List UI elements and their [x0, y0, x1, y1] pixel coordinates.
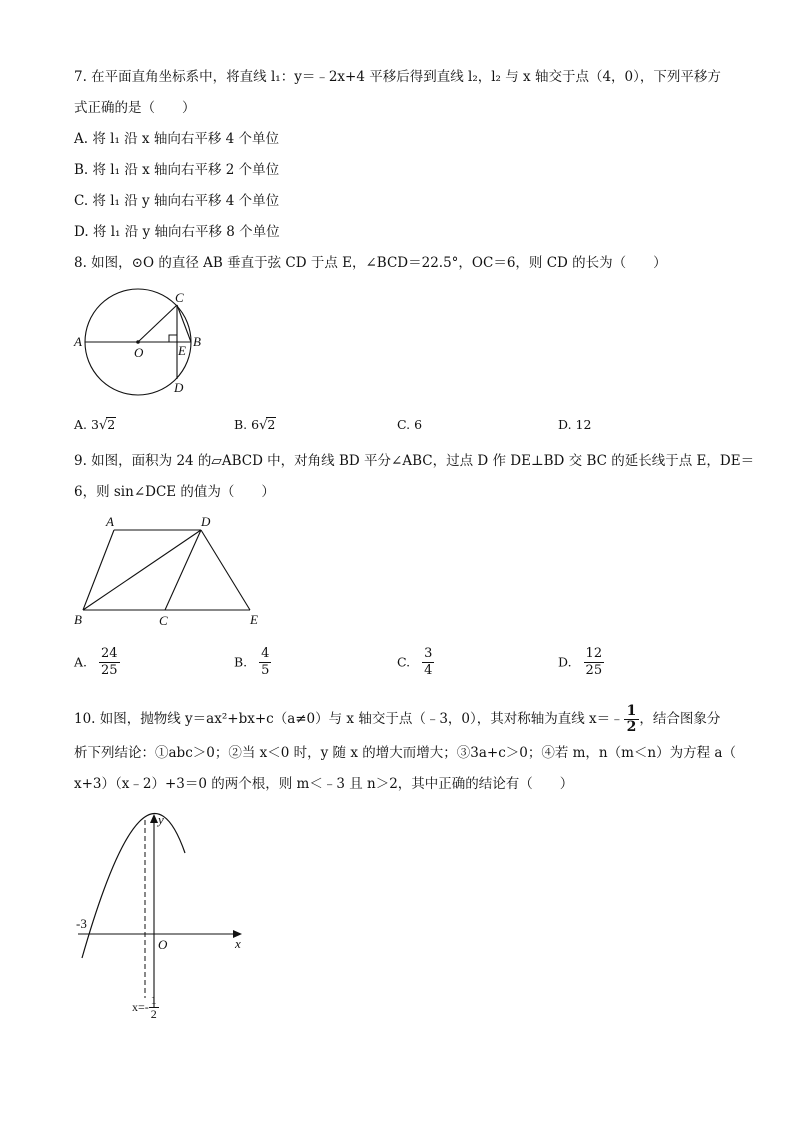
q8-right-angle-mark [169, 335, 177, 342]
q9-parallelogram-figure [70, 512, 270, 630]
q9-option-c: C. $\frac{3}{4}$ [397, 646, 433, 678]
q8-option-b: B. 6√2 [234, 417, 276, 433]
q10-symmetry-note: x=- $\frac{1}{2}$ [132, 993, 157, 1021]
q7-option-b: B. 将 l₁ 沿 x 轴向右平移 2 个单位 [74, 162, 280, 178]
q8-label-d: D [174, 380, 184, 395]
q10-stem-line2: 析下列结论：①abc＞0；②当 x＜0 时，y 随 x 的增大而增大；③3a+c＞0；④若 m，n（m＜n）为方程 a（ [74, 745, 736, 761]
q8-option-d: D. 12 [558, 417, 592, 432]
q8-label-a: A [74, 334, 82, 349]
q7-option-c: C. 将 l₁ 沿 y 轴向右平移 4 个单位 [74, 193, 280, 209]
q9-stem-line1: 9. 如图，面积为 24 的▱ABCD 中，对角线 BD 平分∠ABC，过点 D 作 DE⊥BD 交 BC 的延长线于点 E，DE＝ [74, 453, 755, 469]
q9-option-b: B. $\frac{4}{5}$ [234, 646, 270, 678]
q10-stem-line3: x+3）（x﹣2）+3＝0 的两个根，则 m＜﹣3 且 n＞2，其中正确的结论有（ ） [74, 776, 574, 792]
q9-option-a: A. $\frac{24}{25}$ [74, 646, 118, 678]
q10-stem-line1: 10. 如图，抛物线 y＝ax²+bx+c（a≠0）与 x 轴交于点（﹣3，0），其对称轴为直线 x＝﹣ $\frac{1}{2}$ ，结合图象分 [74, 703, 721, 735]
q9-label-c: C [159, 613, 168, 628]
q9-segment-de [201, 530, 250, 610]
q10-y-label: y [158, 812, 164, 827]
q8-center-dot [136, 340, 140, 344]
q9-side-ab [83, 530, 114, 610]
q8-label-b: B [193, 334, 201, 349]
q10-root-label: -3 [76, 916, 87, 931]
q10-x-label: x [235, 936, 241, 951]
q8-label-o: O [134, 345, 144, 360]
q9-label-b: B [74, 612, 82, 627]
q10-parabola-graph [70, 808, 260, 1028]
q9-label-d: D [201, 514, 211, 529]
q8-label-e: E [178, 343, 186, 358]
q7-stem-line1: 7. 在平面直角坐标系中，将直线 l₁：y＝﹣2x+4 平移后得到直线 l₂，l₂ 与 x 轴交于点（4，0），下列平移方 [74, 69, 721, 85]
q7-option-d: D. 将 l₁ 沿 y 轴向右平移 8 个单位 [74, 224, 280, 240]
q10-parabola [82, 814, 185, 958]
q9-option-d: D. $\frac{12}{25}$ [558, 646, 603, 678]
q8-stem: 8. 如图，⊙O 的直径 AB 垂直于弦 CD 于点 E，∠BCD＝22.5°，OC＝6，则 CD 的长为（ ） [74, 255, 667, 271]
q8-segment-oc [138, 305, 177, 342]
q8-option-c: C. 6 [397, 417, 423, 432]
q9-label-e: E [250, 612, 258, 627]
q10-origin-label: O [158, 937, 168, 952]
q9-stem-line2: 6，则 sin∠DCE 的值为（ ） [74, 484, 275, 500]
q8-label-c: C [175, 290, 184, 305]
q10-y-axis-arrow [150, 814, 158, 823]
q9-label-a: A [106, 514, 114, 529]
q8-circle-figure [70, 288, 210, 398]
q8-segment-cb [177, 305, 191, 342]
q7-stem-line2: 式正确的是（ ） [74, 100, 196, 116]
q8-option-a: A. 3√2 [74, 417, 116, 433]
q7-option-a: A. 将 l₁ 沿 x 轴向右平移 4 个单位 [74, 131, 280, 147]
